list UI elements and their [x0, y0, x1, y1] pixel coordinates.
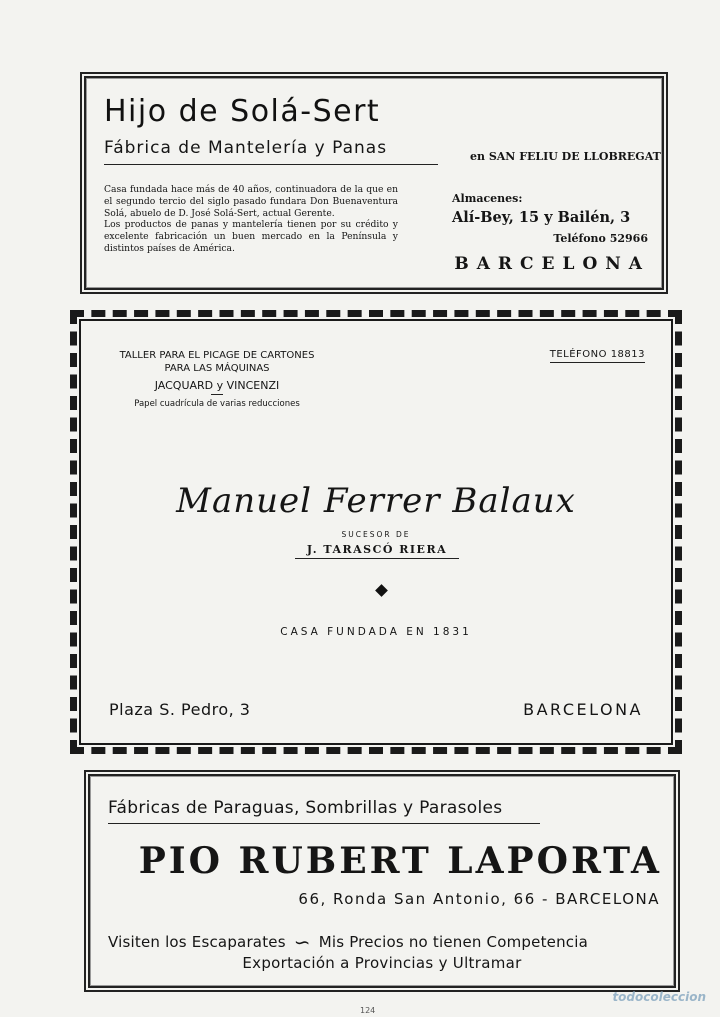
ad2-successor: J. TARASCÓ RIERA: [295, 543, 459, 559]
ad2-dash-divider: [211, 394, 223, 395]
ad1-store-address: Alí-Bey, 15 y Bailén, 3: [452, 209, 631, 226]
ad-manuel-ferrer-balaux: [70, 310, 682, 754]
ad2-company-name: Manuel Ferrer Balaux: [176, 481, 576, 521]
ad2-machines: JACQUARD y VINCENZI: [154, 379, 280, 392]
ad-pio-rubert-laporta: [84, 770, 680, 992]
ad2-workshop-block: [107, 349, 327, 411]
ad3-heading: Fábricas de Paraguas, Sombrillas y Parasoles: [108, 798, 503, 818]
ad1-divider: [104, 164, 438, 165]
ad2-city: BARCELONA: [523, 700, 643, 719]
ad2-address: Plaza S. Pedro, 3: [109, 700, 251, 719]
page-number: 124: [360, 1006, 376, 1015]
ad3-export: Exportación a Provincias y Ultramar: [242, 954, 522, 972]
ad1-store-label: Almacenes:: [452, 192, 523, 205]
diamond-icon: [375, 584, 388, 597]
ad-hijo-de-sola-sert: [80, 72, 668, 294]
ad2-workshop-line: TALLER PARA EL PICAGE DE CARTONES: [119, 350, 315, 361]
watermark: todocoleccion: [612, 990, 706, 1004]
ad3-visit-text: Visiten los Escaparates: [108, 933, 286, 951]
ad2-paper-note: Papel cuadrícula de varias reducciones: [134, 399, 300, 409]
ad1-store-phone: Teléfono 52966: [553, 232, 648, 245]
ad3-divider: [108, 823, 540, 824]
ad3-address: 66, Ronda San Antonio, 66 - BARCELONA: [298, 890, 660, 908]
ad2-successor-label: SUCESOR DE: [341, 530, 411, 539]
swirl-ornament-icon: ∽: [293, 930, 311, 954]
ad1-location: en SAN FELIU DE LLOBREGAT: [470, 150, 661, 163]
ad1-store-city: BARCELONA: [454, 254, 650, 274]
ad3-company-name: PIO RUBERT LAPORTA: [138, 840, 662, 882]
ad1-subtitle: Fábrica de Mantelería y Panas: [104, 138, 388, 158]
ad2-phone: TELÉFONO 18813: [550, 349, 645, 363]
ad2-workshop-line: PARA LAS MÁQUINAS: [164, 363, 270, 374]
ad1-title: Hijo de Solá-Sert: [104, 94, 381, 129]
ad1-body: [104, 184, 398, 255]
ad1-body-paragraph: Los productos de panas y mantelería tienen por su crédito y excelente fabricación un buen mercado en la Península y distintos países de América.: [104, 219, 398, 254]
ad2-founded: CASA FUNDADA EN 1831: [280, 626, 472, 638]
ad1-body-paragraph: Casa fundada hace más de 40 años, continuadora de la que en el segundo tercio del siglo pasado fundara Don Buenaventura Solá, abuelo de D. José Solá-Sert, actual Gerente.: [104, 184, 398, 219]
ad3-slogan: [108, 930, 656, 954]
ad3-prices-text: Mis Precios no tienen Competencia: [318, 933, 588, 951]
